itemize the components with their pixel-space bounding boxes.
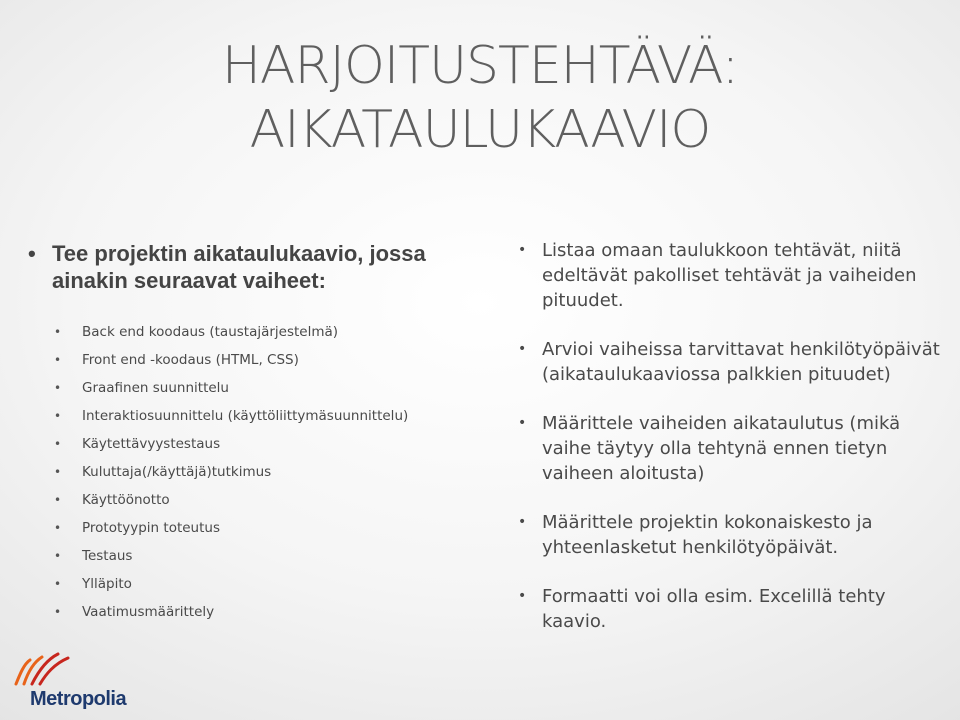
phase-list xyxy=(28,318,468,626)
metropolia-logo-icon xyxy=(12,650,72,688)
phase-item: • Ylläpito xyxy=(54,570,468,598)
phase-item: • Interaktiosuunnittelu (käyttöliittymäsuunnittelu) xyxy=(54,402,468,430)
phase-item: • Graafinen suunnittelu xyxy=(54,374,468,402)
left-column xyxy=(28,240,468,626)
phase-item: • Käytettävyystestaus xyxy=(54,430,468,458)
lead-bullet: • Tee projektin aikataulukaavio, jossa ainakin seuraavat vaiheet: xyxy=(28,240,468,294)
phase-item: • Testaus xyxy=(54,542,468,570)
instruction-item: • Arvioi vaiheissa tarvittavat henkilötyöpäivät (aikataulukaaviossa palkkien pituudet) xyxy=(516,337,946,387)
instruction-item: • Formaatti voi olla esim. Excelillä tehty kaavio. xyxy=(516,584,946,634)
instruction-list xyxy=(516,238,946,634)
instruction-item: • Määrittele projektin kokonaiskesto ja yhteenlasketut henkilötyöpäivät. xyxy=(516,510,946,560)
slide-title xyxy=(0,34,960,162)
phase-item: • Kuluttaja(/käyttäjä)tutkimus xyxy=(54,458,468,486)
instruction-item: • Listaa omaan taulukkoon tehtävät, niitä edeltävät pakolliset tehtävät ja vaiheiden pituudet. xyxy=(516,238,946,313)
slide-title-line-2: AIKATAULUKAAVIO xyxy=(249,100,711,160)
phase-item: • Prototyypin toteutus xyxy=(54,514,468,542)
phase-item: • Käyttöönotto xyxy=(54,486,468,514)
phase-item: • Front end -koodaus (HTML, CSS) xyxy=(54,346,468,374)
phase-item: • Back end koodaus (taustajärjestelmä) xyxy=(54,318,468,346)
instruction-item: • Määrittele vaiheiden aikataulutus (mikä vaihe täytyy olla tehtynä ennen tietyn vaiheen aloitusta) xyxy=(516,411,946,486)
right-column xyxy=(516,238,946,658)
metropolia-logo-text: Metropolia xyxy=(30,688,127,710)
metropolia-logo xyxy=(8,650,138,714)
slide-title-line-1: HARJOITUSTEHTÄVÄ: xyxy=(221,36,739,96)
phase-item: • Vaatimusmäärittely xyxy=(54,598,468,626)
